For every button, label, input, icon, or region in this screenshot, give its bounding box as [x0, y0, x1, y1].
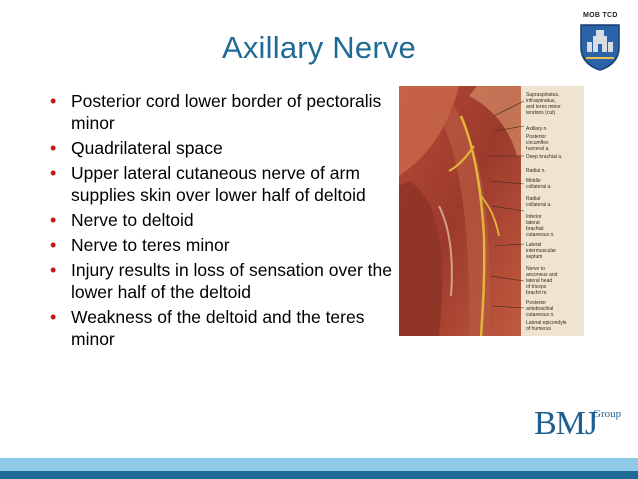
- svg-text:Inferior: Inferior: [526, 214, 542, 220]
- bullet-item: • Quadrilateral space: [50, 138, 223, 158]
- bullet-item: • Posterior cord lower border of pectoralis minor: [50, 91, 382, 133]
- svg-text:circumflex: circumflex: [526, 140, 549, 146]
- svg-text:Radial: Radial: [526, 196, 541, 202]
- bullet-marker-icon: •: [50, 91, 57, 111]
- svg-text:tendons (cut): tendons (cut): [526, 110, 556, 116]
- bullet-marker-icon: •: [50, 307, 57, 327]
- bullet-marker-icon: •: [50, 260, 57, 280]
- svg-text:brachial: brachial: [526, 226, 544, 232]
- slide-title: Axillary Nerve: [221, 30, 416, 65]
- college-crest-icon: [578, 22, 622, 72]
- svg-text:Posterior: Posterior: [526, 300, 547, 306]
- svg-text:lateral: lateral: [526, 220, 540, 226]
- anatomy-illustration: [399, 86, 584, 336]
- svg-text:Middle: Middle: [526, 178, 541, 184]
- bullet-marker-icon: •: [50, 138, 57, 158]
- svg-text:cutaneous n.: cutaneous n.: [526, 232, 555, 238]
- svg-text:intermuscular: intermuscular: [526, 248, 557, 254]
- svg-text:of humerus: of humerus: [526, 326, 552, 332]
- logo-sup: Group: [593, 408, 622, 420]
- bmj-group-logo: [534, 405, 622, 443]
- svg-text:antebrachial: antebrachial: [526, 306, 554, 312]
- svg-text:lateral head: lateral head: [526, 278, 553, 284]
- bullet-item: • Injury results in loss of sensation over the lower half of the deltoid: [50, 260, 392, 302]
- bullet-marker-icon: •: [50, 163, 57, 183]
- svg-text:Posterior: Posterior: [526, 134, 547, 140]
- bullet-list: [48, 90, 398, 353]
- svg-text:cutaneous n.: cutaneous n.: [526, 312, 555, 318]
- svg-text:collateral a.: collateral a.: [526, 184, 552, 190]
- bullet-item: • Nerve to teres minor: [50, 235, 230, 255]
- bullet-item: • Upper lateral cutaneous nerve of arm supplies skin over lower half of deltoid: [50, 163, 366, 205]
- crest-label: MOB TCD: [583, 12, 618, 19]
- svg-text:Lateral: Lateral: [526, 242, 542, 248]
- svg-text:Radial n.: Radial n.: [526, 168, 546, 174]
- svg-text:anconeus and: anconeus and: [526, 272, 558, 278]
- svg-text:of triceps: of triceps: [526, 284, 547, 290]
- bullet-item: • Weakness of the deltoid and the teres minor: [50, 307, 365, 349]
- bullet-marker-icon: •: [50, 235, 57, 255]
- bullet-item: • Nerve to deltoid: [50, 210, 194, 230]
- svg-text:Nerve to: Nerve to: [526, 266, 545, 272]
- bullet-marker-icon: •: [50, 210, 57, 230]
- footer-bar-dark: [0, 471, 638, 479]
- svg-text:collateral a.: collateral a.: [526, 202, 552, 208]
- svg-text:humeral a.: humeral a.: [526, 146, 550, 152]
- svg-text:Axillary n.: Axillary n.: [526, 126, 548, 132]
- svg-text:Deep brachial a.: Deep brachial a.: [526, 154, 563, 160]
- footer-bar-light: [0, 458, 638, 471]
- svg-text:brachii m.: brachii m.: [526, 290, 548, 296]
- logo-main: BMJ: [534, 405, 598, 442]
- svg-text:Supraspinatus,: Supraspinatus,: [526, 92, 560, 98]
- svg-text:infraspinatus,: infraspinatus,: [526, 98, 556, 104]
- svg-text:Lateral epicondyle: Lateral epicondyle: [526, 320, 567, 326]
- svg-text:and teres minor: and teres minor: [526, 104, 561, 110]
- svg-text:septum: septum: [526, 254, 543, 260]
